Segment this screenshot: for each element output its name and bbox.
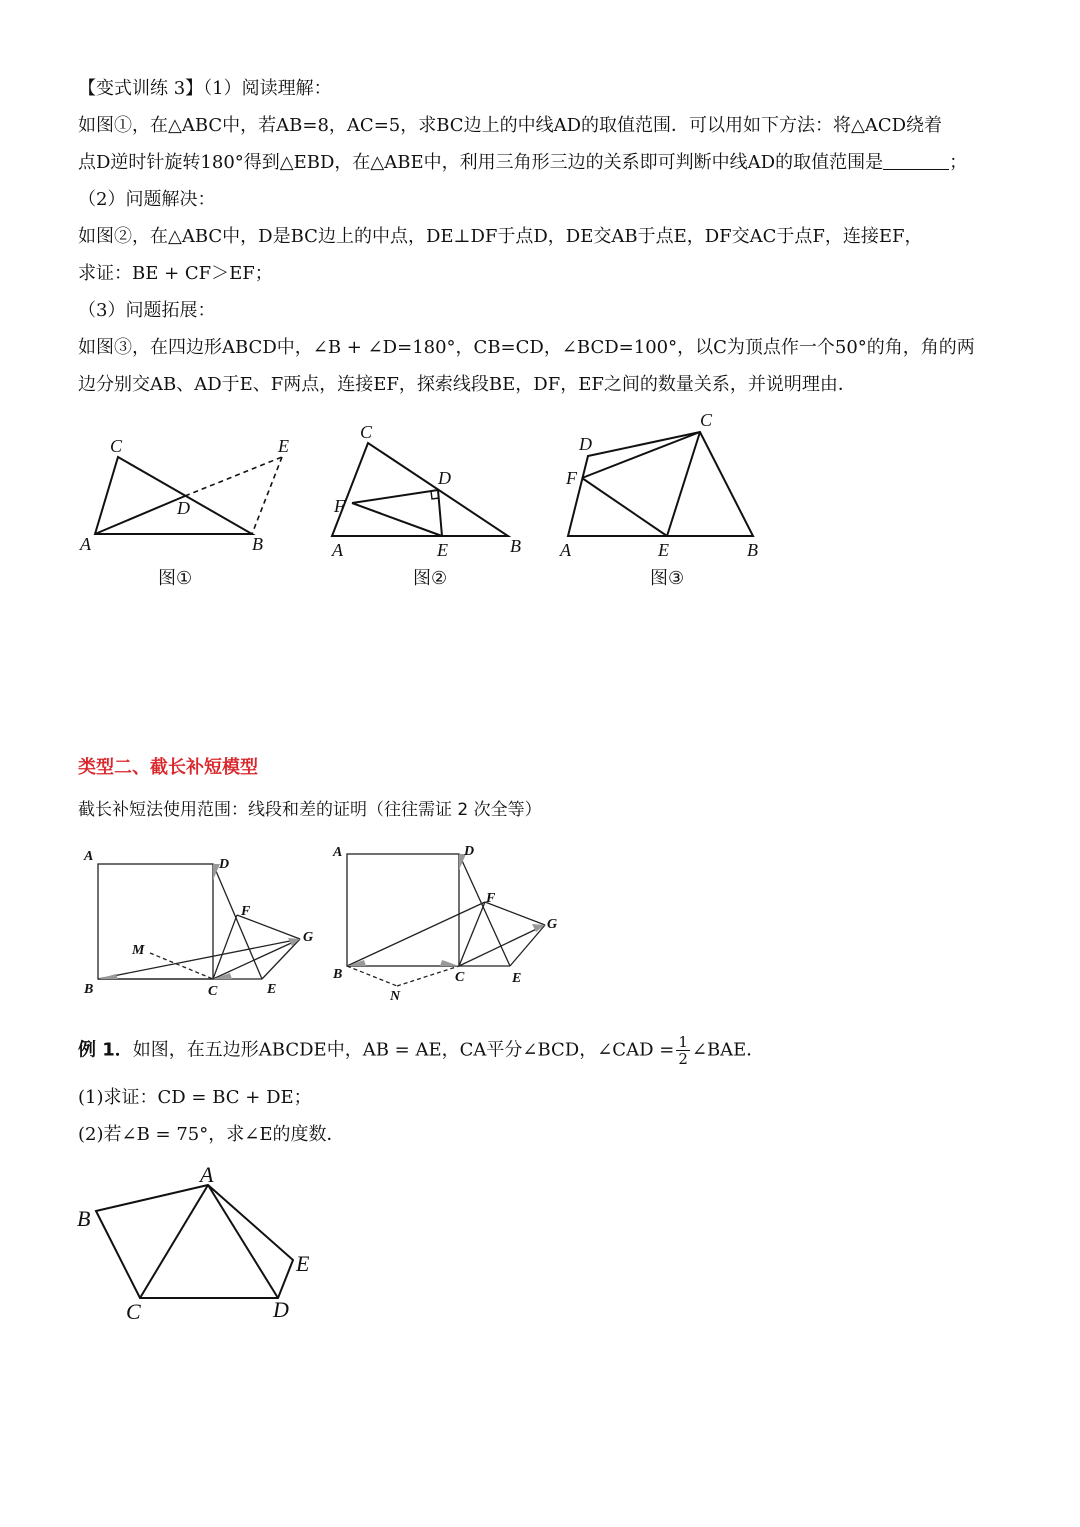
label-d: D xyxy=(219,857,230,872)
label-n: N xyxy=(390,989,401,1004)
pentagon-abcde xyxy=(96,1185,293,1298)
label-m: M xyxy=(132,943,145,958)
label-e: E xyxy=(437,540,448,560)
part2-heading: （2）问题解决： xyxy=(78,189,216,210)
segment-cg xyxy=(459,925,545,966)
figures-row-2 xyxy=(0,840,1080,1010)
fraction-denominator: 2 xyxy=(678,1050,688,1068)
segment-fc xyxy=(582,432,700,478)
segment-ad xyxy=(208,1185,278,1298)
segment-eb xyxy=(252,457,282,534)
label-b: B xyxy=(77,1206,91,1231)
segment-bf xyxy=(347,902,485,966)
label-a: A xyxy=(80,534,91,554)
figure-2 xyxy=(332,443,508,536)
label-e: E xyxy=(512,971,522,986)
dashed-nc xyxy=(397,966,459,986)
square-abcd xyxy=(98,864,213,979)
label-c: C xyxy=(455,970,465,985)
label-f: F xyxy=(566,468,577,488)
part3-heading: （3）问题拓展： xyxy=(78,300,216,321)
segment-fe xyxy=(352,503,442,536)
square-abcd xyxy=(347,854,459,966)
part2-paragraph-line: 求证：BE + CF＞EF； xyxy=(78,263,273,284)
label-c: C xyxy=(110,436,123,456)
model-figure-left xyxy=(98,864,300,979)
variant-text: 点D逆时针旋转180°得到△EBD，在△ABE中，利用三角形三边的关系即可判断中线AD的取值范围是 xyxy=(78,152,884,173)
label-c: C xyxy=(126,1299,141,1324)
label-e: E xyxy=(267,982,277,997)
variant-title: 【变式训练 3】（1）阅读理解： xyxy=(78,78,332,99)
label-f: F xyxy=(241,904,251,919)
label-c: C xyxy=(360,422,373,442)
triangle-abc xyxy=(95,457,252,534)
example-1-text: 如图，在五边形ABCDE中，AB = AE，CA平分∠BCD，∠CAD = xyxy=(132,1039,675,1061)
angle-mark xyxy=(440,960,459,966)
label-d: D xyxy=(273,1297,289,1322)
label-g: G xyxy=(303,930,314,945)
label-d: D xyxy=(579,434,592,454)
label-f: F xyxy=(334,496,345,516)
label-e: E xyxy=(296,1251,310,1276)
example-1-text: ∠BAE． xyxy=(691,1039,765,1061)
variant-paragraph-line: 如图①，在△ABC中，若AB=8，AC=5，求BC边上的中线AD的取值范围．可以用如下方法：将△ACD绕着 xyxy=(78,115,943,136)
triangle-abc xyxy=(332,443,508,536)
segment-ce xyxy=(667,432,700,536)
fraction-numerator: 1 xyxy=(678,1033,688,1051)
label-a: A xyxy=(200,1162,214,1187)
segment-fe xyxy=(582,478,667,536)
section-intro: 截长补短法使用范围：线段和差的证明（往往需证 2 次全等） xyxy=(78,800,542,820)
model-figure-right xyxy=(347,854,545,986)
extension-de xyxy=(185,457,282,496)
part3-paragraph-line: 如图③，在四边形ABCD中，∠B + ∠D=180°，CB=CD，∠BCD=100°，以C为顶点作一个50°的角，角的两 xyxy=(78,337,975,358)
label-a: A xyxy=(84,849,94,864)
label-b: B xyxy=(333,967,343,982)
dashed-mc xyxy=(150,953,213,979)
segment-ac xyxy=(140,1185,208,1298)
figure-1-caption: 图① xyxy=(158,568,193,589)
label-a: A xyxy=(560,540,571,560)
label-e: E xyxy=(278,436,289,456)
segment-de xyxy=(438,490,442,536)
label-d: D xyxy=(177,498,190,518)
label-b: B xyxy=(252,534,263,554)
figure-3 xyxy=(568,432,753,536)
section-heading: 类型二、截长补短模型 xyxy=(78,757,258,778)
segment-eg xyxy=(510,925,545,966)
label-g: G xyxy=(547,917,558,932)
example-1-label: 例 1． xyxy=(78,1039,133,1061)
label-a: A xyxy=(333,845,343,860)
figure-2-caption: 图② xyxy=(413,568,448,589)
angle-mark xyxy=(213,973,232,979)
label-b: B xyxy=(84,982,94,997)
median-ad xyxy=(95,496,185,534)
label-a: A xyxy=(332,540,343,560)
variant-paragraph-line xyxy=(78,149,967,177)
part2-paragraph-line: 如图②，在△ABC中，D是BC边上的中点，DE⊥DF于点D，DE交AB于点E，DF交AC于点F，连接EF， xyxy=(78,226,923,247)
fraction-one-half xyxy=(676,1034,690,1067)
label-c: C xyxy=(700,410,713,430)
pentagon-figure xyxy=(0,1155,400,1335)
example-1-question-2: (2)若∠B = 75°，求∠E的度数． xyxy=(78,1124,345,1145)
label-f: F xyxy=(486,891,496,906)
label-d: D xyxy=(438,468,451,488)
label-e: E xyxy=(658,540,669,560)
part3-paragraph-line: 边分别交AB、AD于E、F两点，连接EF，探索线段BE，DF，EF之间的数量关系，并说明理由． xyxy=(78,374,856,395)
answer-blank[interactable] xyxy=(883,151,949,170)
figure-1 xyxy=(95,457,282,534)
label-c: C xyxy=(208,984,218,999)
label-b: B xyxy=(510,536,521,556)
figures-row-1 xyxy=(0,410,1080,600)
angle-mark xyxy=(98,974,118,979)
figure-3-caption: 图③ xyxy=(650,568,685,589)
dashed-bn xyxy=(347,966,397,986)
variant-text: ； xyxy=(949,152,968,173)
segment-fd xyxy=(352,490,438,503)
example-1-statement xyxy=(78,1034,764,1067)
example-1-question-1: (1)求证：CD = BC + DE； xyxy=(78,1087,312,1108)
label-b: B xyxy=(747,540,758,560)
label-d: D xyxy=(464,844,475,859)
